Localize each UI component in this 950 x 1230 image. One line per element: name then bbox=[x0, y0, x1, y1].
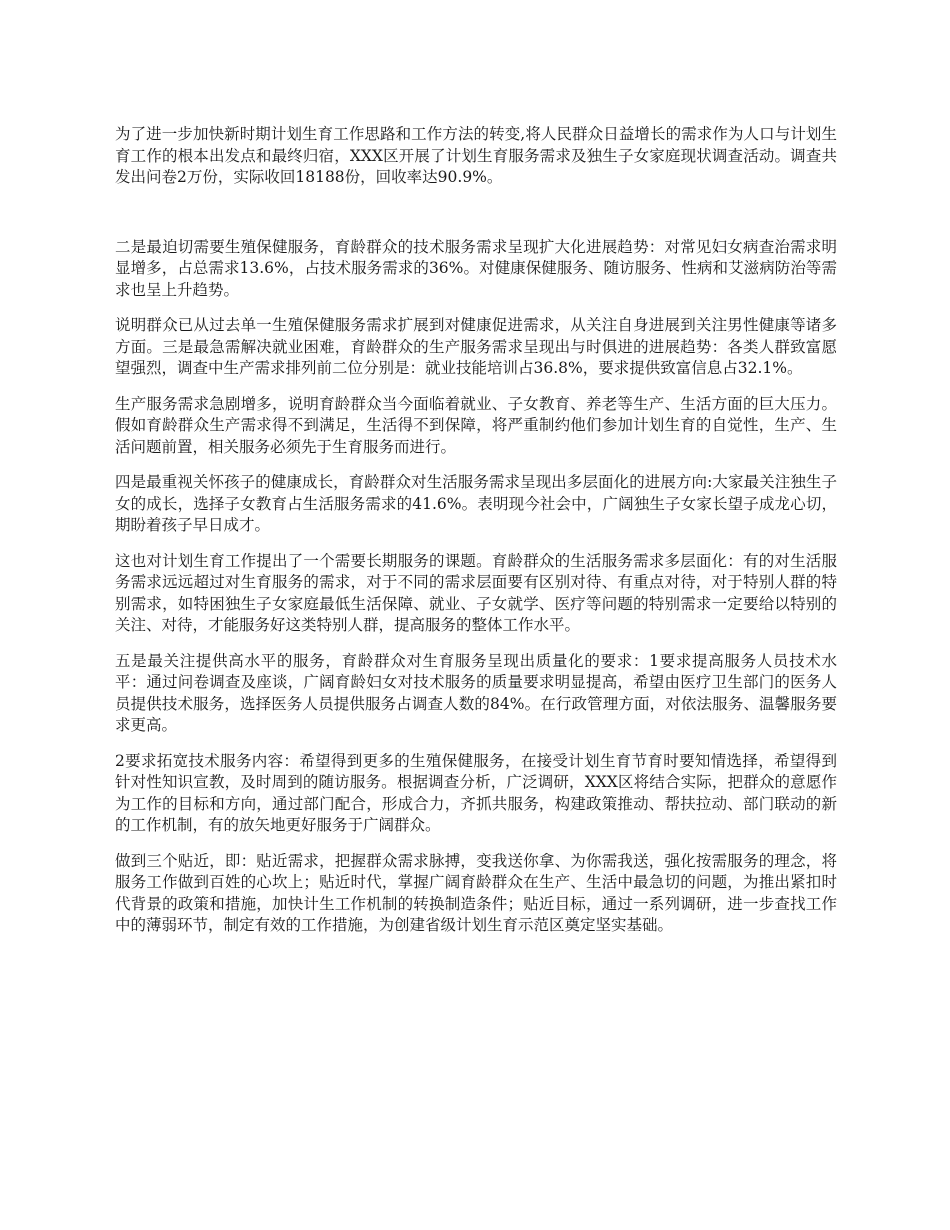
paragraph-intro: 为了进一步加快新时期计划生育工作思路和工作方法的转变,将人民群众日益增长的需求作为人口与计划生育工作的根本出发点和最终归宿，XXX区开展了计划生育服务需求及独生子女家庭现状调查活动。调查共发出问卷2万份，实际收回18188份，回收率达90.9%。 bbox=[115, 125, 837, 186]
paragraph-long-term-service: 这也对计划生育工作提出了一个需要长期服务的课题。育龄群众的生活服务需求多层面化：有的对生活服务需求远远超过对生育服务的需求，对于不同的需求层面要有区别对待、有重点对待，对于特别人群的特别需求，如特困独生子女家庭最低生活保障、就业、子女就学、医疗等问题的特别需求一定要给以特别的关注、对待，才能服务好这类特别人群，提高服务的整体工作水平。 bbox=[115, 551, 837, 634]
paragraph-service-content: 2要求拓宽技术服务内容：希望得到更多的生殖保健服务，在接受计划生育节育时要知情选择，希望得到针对性知识宣教，及时周到的随访服务。根据调查分析，广泛调研，XXX区将结合实际，把群众的意愿作为工作的目标和方向，通过部门配合，形成合力，齐抓共服务，构建政策推动、帮扶拉动、部门联动的新的工作机制，有的放矢地更好服务于广阔群众。 bbox=[115, 751, 837, 834]
document-body bbox=[115, 124, 837, 951]
paragraph-service-quality: 五是最关注提供高水平的服务，育龄群众对生育服务呈现出质量化的要求：1要求提高服务人员技术水平：通过问卷调查及座谈，广阔育龄妇女对技术服务的质量要求明显提高，希望由医疗卫生部门的医务人员提供技术服务，选择医务人员提供服务占调查人数的84%。在行政管理方面，对依法服务、温馨服务要求更高。 bbox=[115, 651, 837, 734]
paragraph-employment: 说明群众已从过去单一生殖保健服务需求扩展到对健康促进需求，从关注自身进展到关注男性健康等诸多方面。三是最急需解决就业困难，育龄群众的生产服务需求呈现出与时俱进的进展趋势：各类人群致富愿望强烈，调查中生产需求排列前二位分别是：就业技能培训占36.8%，要求提供致富信息占32.1%。 bbox=[115, 316, 837, 377]
paragraph-production-pressure: 生产服务需求急剧增多，说明育龄群众当今面临着就业、子女教育、养老等生产、生活方面的巨大压力。假如育龄群众生产需求得不到满足，生活得不到保障，将严重制约他们参加计划生育的自觉性，生产、生活问题前置，相关服务必须先于生育服务而进行。 bbox=[115, 394, 837, 456]
paragraph-reproductive-health: 二是最迫切需要生殖保健服务，育龄群众的技术服务需求呈现扩大化进展趋势：对常见妇女病查治需求明显增多，占总需求13.6%，占技术服务需求的36%。对健康保健服务、随访服务、性病和艾滋病防治等需求也呈上升趋势。 bbox=[115, 237, 837, 299]
paragraph-child-growth: 四是最重视关怀孩子的健康成长，育龄群众对生活服务需求呈现出多层面化的进展方向:大家最关注独生子女的成长，选择子女教育占生活服务需求的41.6%。表明现今社会中，广阔独生子女家长望子成龙心切，期盼着孩子早日成才。 bbox=[115, 473, 837, 534]
paragraph-three-closeness: 做到三个贴近，即：贴近需求，把握群众需求脉搏，变我送你拿、为你需我送，强化按需服务的理念，将服务工作做到百姓的心坎上；贴近时代，掌握广阔育龄群众在生产、生活中最急切的问题，为推出紧扣时代背景的政策和措施，加快计生工作机制的转换制造条件；贴近目标，通过一系列调研，进一步查找工作中的薄弱环节，制定有效的工作措施，为创建省级计划生育示范区奠定坚实基础。 bbox=[115, 851, 837, 934]
